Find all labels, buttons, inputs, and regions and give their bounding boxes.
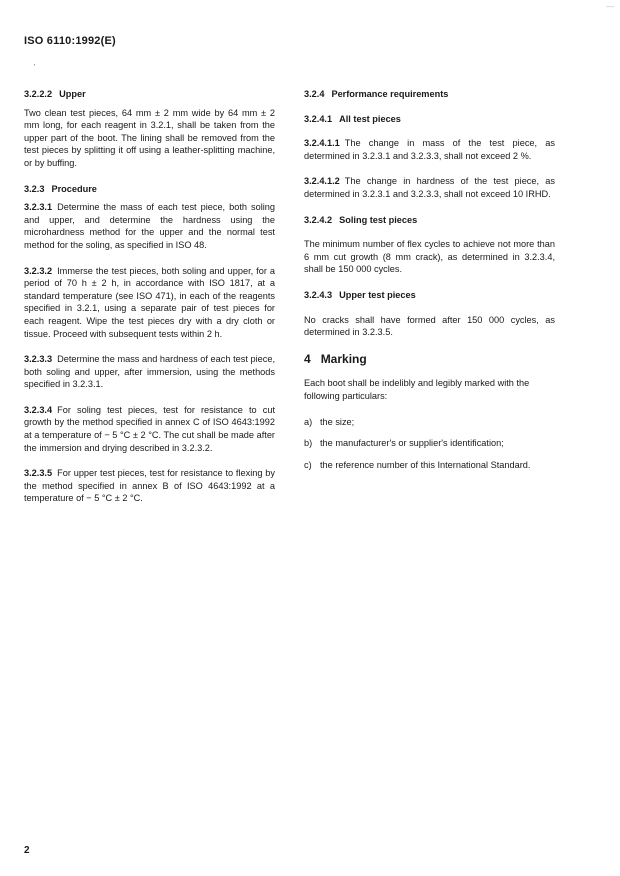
paragraph-3-2-3-4	[24, 404, 275, 454]
chapter-heading-marking	[304, 353, 555, 366]
scan-artifact: —	[606, 2, 614, 11]
list-item	[304, 416, 555, 429]
section-heading-3-2-4-2	[304, 214, 555, 227]
section-heading-3-2-4-3	[304, 289, 555, 302]
section-title: Performance requirements	[331, 89, 449, 99]
list-item-text: the reference number of this International Standard.	[320, 459, 531, 470]
list-item-text: the size;	[320, 416, 355, 427]
page-number: 2	[24, 845, 30, 856]
section-title: Procedure	[51, 183, 97, 194]
section-title: Upper test pieces	[339, 289, 416, 300]
paragraph-3-2-4-2: The minimum number of flex cycles to achieve not more than 6 mm cut growth (8 mm crack), as determined in 3.2.3.4, shall be 150 000 cycles.	[304, 239, 555, 275]
clause-text: Immerse the test pieces, both soling and upper, for a period of 70 h ± 2 h, in accordance with ISO 1817, at a standard temperature (see ISO 471), in each of the reagents specified in 3.2.1, using a separate pair of test pieces for each reagent. Wipe the test pieces dry with a dry cloth or tissue. Proceed with subsequent tests within 2 h.	[24, 265, 275, 339]
paragraph-3-2-3-1	[24, 201, 275, 251]
list-item-label: a)	[304, 416, 313, 427]
section-heading-3-2-4	[304, 88, 555, 101]
clause-text: Determine the mass of each test piece, both soling and upper, and determine the hardness using the microhardness method for the upper and the normal test method for the soling, as specified in ISO 48.	[24, 202, 275, 250]
clause-number: 3.2.4.1.2	[304, 176, 340, 187]
section-number: 3.2.2.2	[24, 89, 53, 99]
chapter-title: Marking	[320, 351, 367, 366]
list-item	[304, 459, 555, 472]
clause-text: The change in mass of the test piece, as determined in 3.2.3.1 and 3.2.3.3, shall not exceed 2 %.	[304, 138, 555, 161]
clause-text: For upper test pieces, test for resistance to flexing by the method specified in annex B of ISO 4643:1992 at a temperature of − 5 °C ± 2 °C.	[24, 468, 275, 504]
section-number: 3.2.4.1	[304, 113, 333, 124]
section-heading-3-2-4-1	[304, 113, 555, 126]
left-column	[24, 88, 275, 518]
section-heading-3-2-2-2	[24, 88, 275, 101]
section-number: 3.2.4.3	[304, 289, 333, 300]
paragraph-3-2-4-1-1	[304, 137, 555, 162]
clause-text: The change in hardness of the test piece, as determined in 3.2.3.1 and 3.2.3.3, shall not exceed 10 IRHD.	[304, 176, 555, 199]
paragraph-3-2-4-1-2	[304, 175, 555, 200]
document-id-header: ISO 6110:1992(E)	[24, 35, 116, 47]
chapter-number: 4	[304, 351, 311, 366]
right-column	[304, 88, 555, 480]
clause-text: Determine the mass and hardness of each test piece, both soling and upper, after immersion, using the methods specified in 3.2.3.1.	[24, 354, 275, 390]
section-number: 3.2.4.2	[304, 214, 333, 225]
list-item	[304, 437, 555, 450]
clause-number: 3.2.4.1.1	[304, 138, 340, 149]
paragraph-3-2-3-2	[24, 265, 275, 341]
paragraph-3-2-3-5	[24, 467, 275, 505]
section-number: 3.2.4	[304, 89, 325, 99]
section-title: Upper	[59, 89, 86, 99]
paragraph-3-2-2-2: Two clean test pieces, 64 mm ± 2 mm wide by 64 mm ± 2 mm long, for each reagent in 3.2.1, shall be taken from the upper part of the boot. The lining shall be removed from the test pieces by splitting it off using a leather-splitting machine, or by buffing.	[24, 107, 275, 168]
section-number: 3.2.3	[24, 183, 45, 194]
section-title: All test pieces	[339, 113, 401, 124]
scan-speck: '	[34, 64, 36, 71]
paragraph-3-2-4-3: No cracks shall have formed after 150 000 cycles, as determined in 3.2.3.5.	[304, 314, 555, 338]
clause-number: 3.2.3.5	[24, 468, 53, 479]
marking-intro: Each boot shall be indelibly and legibly marked with the following particulars:	[304, 378, 530, 401]
section-heading-3-2-3	[24, 183, 275, 196]
list-item-label: c)	[304, 459, 312, 470]
clause-number: 3.2.3.3	[24, 354, 53, 365]
clause-number: 3.2.3.4	[24, 404, 53, 415]
clause-number: 3.2.3.1	[24, 202, 53, 213]
clause-number: 3.2.3.2	[24, 265, 53, 276]
section-title: Soling test pieces	[339, 214, 418, 225]
list-item-label: b)	[304, 438, 313, 449]
paragraph-3-2-3-3	[24, 353, 275, 391]
list-item-text: the manufacturer's or supplier's identification;	[320, 438, 504, 449]
clause-text: For soling test pieces, test for resistance to cut growth by the method specified in annex C of ISO 4643:1992 at a temperature of − 5 °C ± 2 °C. The cut shall be made after the immersion and drying described in 3.2.3.2.	[24, 404, 275, 453]
